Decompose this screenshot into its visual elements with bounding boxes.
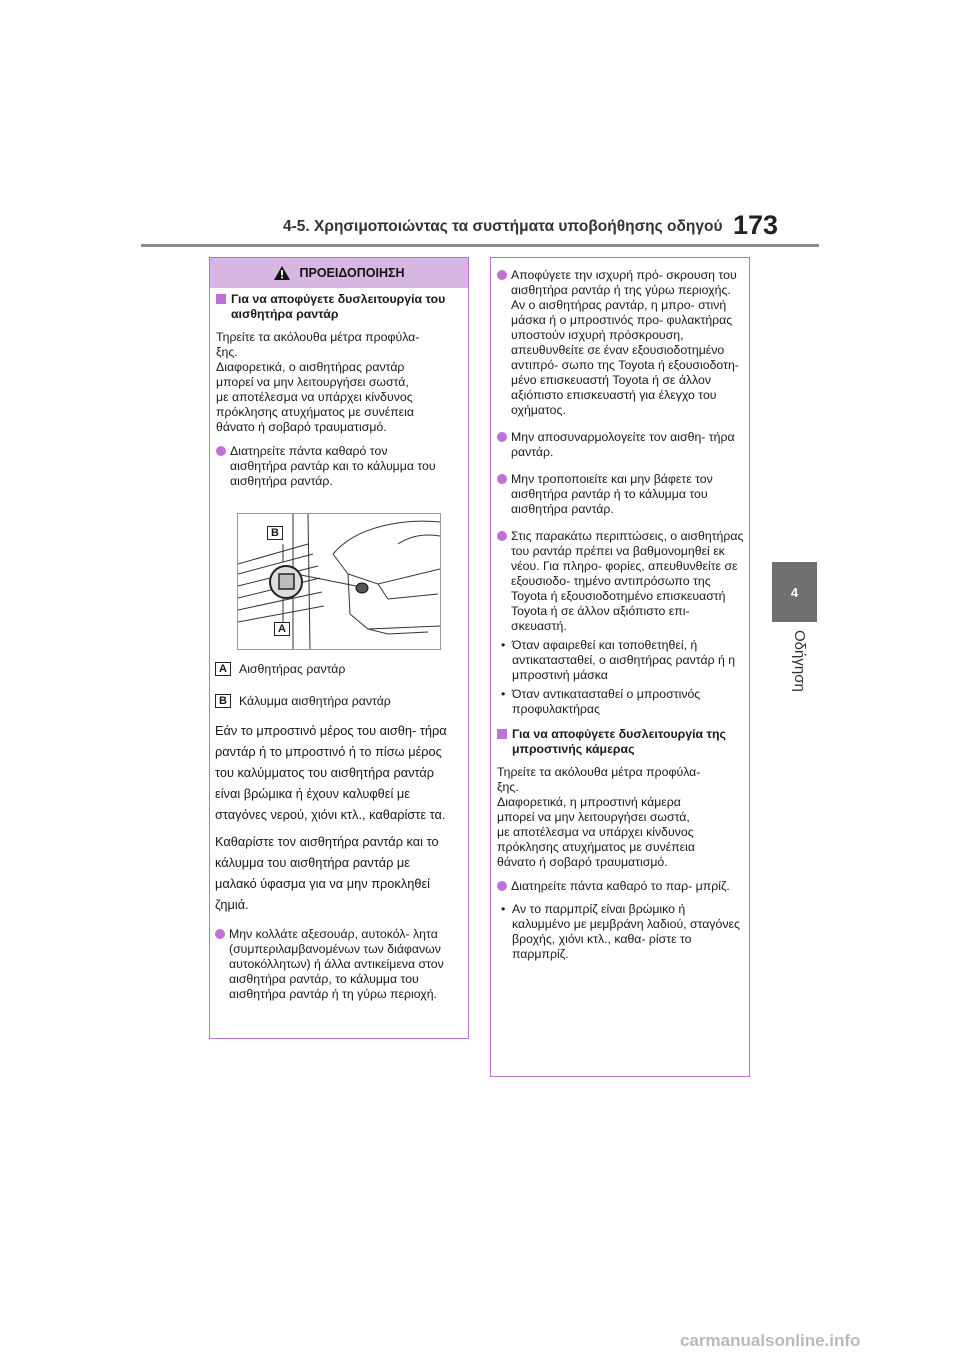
bullet-no-modify: Μην τροποποιείτε και μην βάφετε τον αισθητήρα ραντάρ ή το κάλυμμα του αισθητήρα ραντάρ. [497,472,745,517]
sub-item-removed: • Όταν αφαιρεθεί και τοποθετηθεί, ή αντικατασταθεί, ο αισθητήρας ραντάρ ή η μπροστινή μάσκα [501,638,736,682]
bullet-dot-icon [497,270,507,280]
figure-label-b: B [267,526,283,540]
header-rule [141,244,819,247]
bullet-recalibrate: Στις παρακάτω περιπτώσεις, ο αισθητήρας του ραντάρ πρέπει να βαθμονομηθεί εκ νέου. Για πληρο- φορίες, απευθυνθείτε σε εξουσιοδο- τημένο αντιπρόσωπο της Toyota ή εξουσιοδοτημένο επισκευαστή Toyota ή σε άλλον αξιόπιστο επι- σκευαστή. [497,529,745,634]
bullet-clean-windshield: Διατηρείτε πάντα καθαρό το παρ- μπρίζ. [497,879,745,894]
bullet-dot-icon [497,474,507,484]
warning-box-right [490,257,750,1077]
section-title: 4-5. Χρησιμοποιώντας τα συστήματα υποβοήθησης οδηγού [283,218,723,235]
warning-triangle-icon [273,265,291,281]
clean-instructions-2: Καθαρίστε τον αισθητήρα ραντάρ και το κάλυμμα του αισθητήρα ραντάρ με μαλακό ύφασμα για να μην προκληθεί ζημιά. [215,834,439,912]
bullet-avoid-impact: Αποφύγετε την ισχυρή πρό- σκρουση του αισθητήρα ραντάρ ή της γύρω περιοχής. Αν ο αισθητήρας ραντάρ, η μπρο- στινή μάσκα ή ο μπροστινός προ- φυλακτήρας υποστούν ισχυρή πρόσκρουση, απευθυνθείτε σε έναν εξουσιοδοτημένο αντιπρό- σωπο της Toyota ή εξουσιοδοτη- μένο επισκευαστή Toyota ή σε άλλον αξιόπιστο επισκευαστή για έλεγχο του οχήματος. [497,268,745,418]
square-bullet-icon [497,729,507,739]
warning-header [210,258,468,288]
figure-label-a: A [274,622,290,636]
radar-intro: Τηρείτε τα ακόλουθα μέτρα προφύλα- ξης. Διαφορετικά, ο αισθητήρας ραντάρ μπορεί να μην λειτουργήσει σωστά, με αποτέλεσμα να υπάρχει κίνδυνος πρόκλησης ατυχήματος με συνέπεια θάνατο ή σοβαρό τραυματισμό. [216,330,420,434]
camera-section-heading: Για να αποφύγετε δυσλειτουργία της μπροστινής κάμερας [497,727,745,757]
camera-intro: Τηρείτε τα ακόλουθα μέτρα προφύλα- ξης. Διαφορετικά, η μπροστινή κάμερα μπορεί να μην λειτουργήσει σωστά, με αποτέλεσμα να υπάρχει κίνδυνος πρόκλησης ατυχήματος με συνέπεια θάνατο ή σοβαρό τραυματισμό. [497,765,701,869]
warning-title: ΠΡΟΕΙΔΟΠΟΙΗΣΗ [299,266,405,280]
bullet-keep-clean: Διατηρείτε πάντα καθαρό τον αισθητήρα ραντάρ και το κάλυμμα του αισθητήρα ραντάρ. [216,444,462,489]
square-bullet-icon [216,294,226,304]
radar-section-heading: Για να αποφύγετε δυσλειτουργία του αισθητήρα ραντάρ [216,292,462,322]
bullet-dot-icon [497,432,507,442]
bullet-dot-icon [497,531,507,541]
chapter-tab: 4 [772,562,817,622]
bullet-dot-icon [215,929,225,939]
bullet-dot-icon [497,881,507,891]
watermark: carmanualsonline.info [680,1331,861,1350]
legend-item-b: B Κάλυμμα αισθητήρα ραντάρ [215,694,461,708]
sub-item-windshield: • Αν το παρμπρίζ είναι βρώμικο ή καλυμμένο με μεμβράνη λαδιού, σταγόνες βροχής, χιόνι κτλ., καθα- ρίστε το παρμπρίζ. [501,902,740,961]
chapter-label: Οδήγηση [791,630,808,692]
radar-sensor-figure [237,513,441,650]
bullet-dot-icon [216,446,226,456]
clean-instructions-1: Εάν το μπροστινό μέρος του αισθη- τήρα ραντάρ ή το μπροστινό ή το πίσω μέρος του καλύμματος του αισθητήρα ραντάρ είναι βρώμικα ή έχουν καλυφθεί με σταγόνες νερού, χιόνι κτλ., καθαρίστε τα. [215,723,447,822]
page-number: 173 [733,210,779,240]
sub-item-bumper: • Όταν αντικατασταθεί ο μπροστινός προφυλακτήρας [501,687,701,716]
legend-item-a: A Αισθητήρας ραντάρ [215,662,461,676]
bullet-no-stickers: Μην κολλάτε αξεσουάρ, αυτοκόλ- λητα (συμπεριλαμβανομένων των διάφανων αυτοκόλλητων) ή άλλα αντικείμενα στον αισθητήρα ραντάρ, το κάλυμμα του αισθητήρα ραντάρ ή τη γύρω περιοχή. [215,927,461,1002]
bullet-no-disassemble: Μην αποσυναρμολογείτε τον αισθη- τήρα ραντάρ. [497,430,745,460]
